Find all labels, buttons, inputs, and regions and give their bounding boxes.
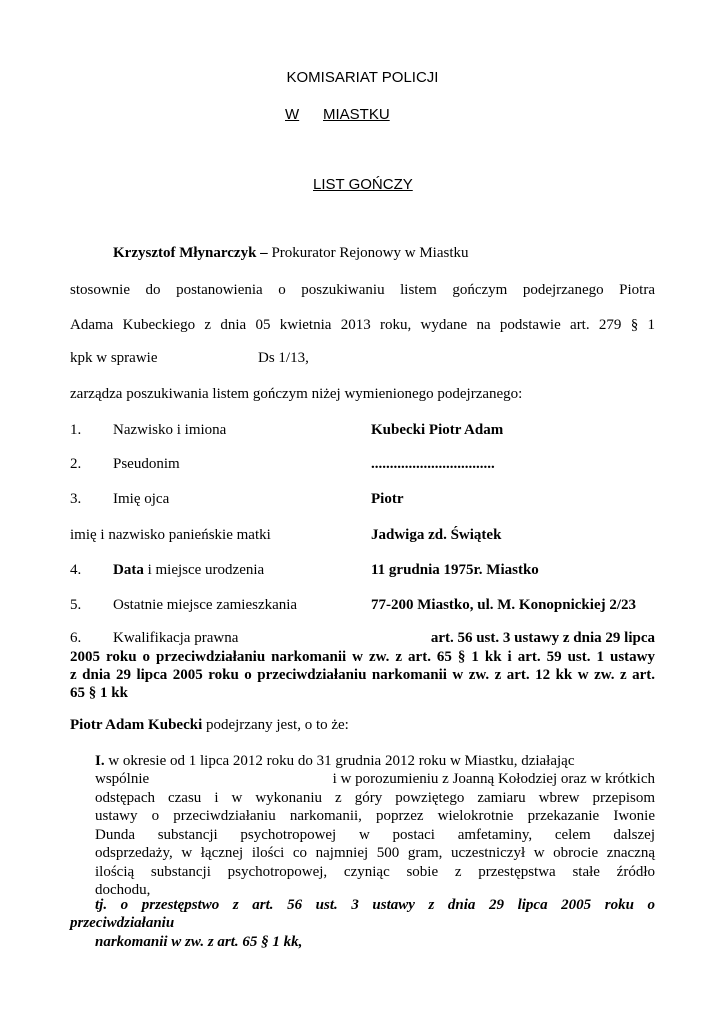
field1-label: Nazwisko i imiona — [113, 422, 227, 438]
header-line1: KOMISARIAT POLICJI — [286, 69, 439, 86]
charge-qual-line2: przeciwdziałaniu — [70, 915, 175, 931]
suspect-name: Piotr Adam Kubecki — [70, 717, 203, 733]
charge-line6: odsprzedaży, w łącznej ilości co najmniej 500 gram, uczestniczył w obrocie znaczną — [95, 845, 655, 861]
charge-line2-b: i w porozumieniu z Joanną Kołodziej oraz w krótkich — [332, 771, 655, 787]
suspect-line — [70, 717, 349, 734]
field4-value: 11 grudnia 1975r. Miastko — [371, 562, 539, 578]
charge-numeral: I. — [95, 753, 105, 769]
charge-line1-text: w okresie od 1 lipca 2012 roku do 31 grudnia 2012 roku w Miastku, działając — [104, 753, 575, 769]
header-line2-w: W — [285, 106, 300, 123]
prosecutor-role: Prokurator Rejonowy w Miastku — [267, 245, 469, 261]
charge-qual-line3: narkomanii w zw. z art. 65 § 1 kk, — [95, 934, 303, 950]
charge-line3: odstępach czasu i w wykonaniu z góry powziętego zamiaru wbrew przepisom — [95, 790, 655, 806]
intro-line4-a: kpk w sprawie — [70, 350, 158, 366]
field6-label: Kwalifikacja prawna — [113, 630, 239, 646]
field2-value: ................................. — [371, 456, 495, 472]
field1-value: Kubecki Piotr Adam — [371, 422, 504, 438]
charge-line2-a: wspólnie — [95, 771, 150, 787]
field6-value-line3: z dnia 29 lipca 2005 roku o przeciwdziałaniu narkomanii w zw. z art. 12 kk w zw. z art. — [70, 667, 655, 683]
intro-line4-b: Ds 1/13, — [258, 350, 309, 366]
field6-value-line1: art. 56 ust. 3 ustawy z dnia 29 lipca — [430, 630, 655, 646]
field3-label: Imię ojca — [113, 491, 170, 507]
charge-line8: dochodu, — [95, 882, 151, 898]
intro-line3: Adama Kubeckiego z dnia 05 kwietnia 2013 roku, wydane na podstawie art. 279 § 1 — [70, 317, 655, 333]
field2-num: 2. — [70, 456, 82, 472]
header-line2-miastku: MIASTKU — [323, 106, 390, 123]
mother-label: imię i nazwisko panieńskie matki — [70, 527, 271, 543]
field6-value-line2: 2005 roku o przeciwdziałaniu narkomanii w zw. z art. 65 § 1 kk i art. 59 ust. 1 ustawy — [70, 649, 655, 665]
field6-num: 6. — [70, 630, 82, 646]
charge-line1 — [95, 753, 655, 770]
field3-value: Piotr — [371, 491, 404, 507]
suspect-rest: podejrzany jest, o to że: — [202, 717, 349, 733]
intro-line5: zarządza poszukiwania listem gończym niżej wymienionego podejrzanego: — [70, 386, 523, 402]
charge-line4: ustawy o przeciwdziałaniu narkomanii, poprzez wielokrotnie przekazanie Iwonie — [95, 808, 655, 824]
prosecutor-name: Krzysztof Młynarczyk – — [113, 245, 268, 261]
page-title: LIST GOŃCZY — [313, 176, 413, 193]
field5-value: 77-200 Miastko, ul. M. Konopnickiej 2/23 — [371, 597, 637, 613]
field5-label: Ostatnie miejsce zamieszkania — [113, 597, 298, 613]
field5-num: 5. — [70, 597, 82, 613]
field4-label-rest: i miejsce urodzenia — [143, 562, 265, 578]
field4-label — [113, 562, 264, 579]
field1-num: 1. — [70, 422, 82, 438]
field4-num: 4. — [70, 562, 82, 578]
charge-line5: Dunda substancji psychotropowej w postaci amfetaminy, celem dalszej — [95, 827, 655, 843]
field6-value-line4: 65 § 1 kk — [70, 685, 128, 701]
field4-label-bold: Data — [113, 562, 144, 578]
field3-num: 3. — [70, 491, 82, 507]
field2-label: Pseudonim — [113, 456, 180, 472]
charge-qual-line1: tj. o przestępstwo z art. 56 ust. 3 ustawy z dnia 29 lipca 2005 roku o — [95, 897, 655, 913]
intro-line1 — [113, 245, 469, 262]
intro-line2: stosownie do postanowienia o poszukiwaniu listem gończym podejrzanego Piotra — [70, 282, 655, 298]
charge-line7: ilością substancji psychotropowej, czyniąc sobie z przestępstwa stałe źródło — [95, 864, 655, 880]
mother-value: Jadwiga zd. Świątek — [371, 527, 502, 543]
